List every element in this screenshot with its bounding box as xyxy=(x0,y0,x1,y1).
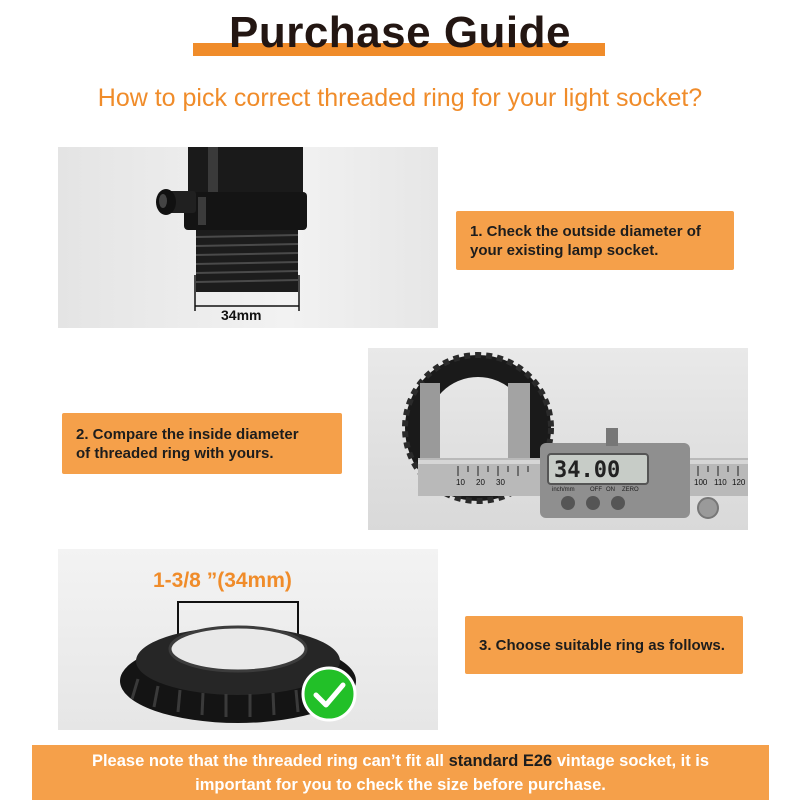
socket-dimension-label: 34mm xyxy=(221,307,262,323)
footer-line-2: important for you to check the size before purchase. xyxy=(195,776,606,794)
scale-100: 100 xyxy=(694,478,708,487)
footer-highlight: standard E26 xyxy=(448,752,553,770)
footer-text-after: vintage socket, it is xyxy=(552,752,710,770)
socket-illustration xyxy=(58,147,438,328)
scale-20: 20 xyxy=(476,478,485,487)
page-title: Purchase Guide xyxy=(228,8,571,57)
step-2-line-2: of threaded ring with yours. xyxy=(76,444,274,462)
caliper-illustration xyxy=(368,348,748,530)
footer-line-1 xyxy=(32,749,769,773)
page-subtitle: How to pick correct threaded ring for your light socket? xyxy=(97,84,703,112)
socket-photo xyxy=(58,147,438,328)
ring-size-label: 1-3/8 ”(34mm) xyxy=(153,569,292,592)
step-3-line-1: 3. Choose suitable ring as follows. xyxy=(479,636,725,654)
caliper-button-inch-mm: inch/mm xyxy=(552,487,575,493)
step-2-line-1: 2. Compare the inside diameter xyxy=(76,425,299,443)
scale-30: 30 xyxy=(496,478,505,487)
caliper-photo xyxy=(368,348,748,530)
ring-photo xyxy=(58,549,438,730)
footer-note xyxy=(32,745,769,800)
caliper-display-reading: 34.00 xyxy=(554,458,621,483)
step-1-line-2: your existing lamp socket. xyxy=(470,241,659,259)
check-circle-icon xyxy=(303,668,355,720)
step-1-callout xyxy=(456,211,734,270)
scale-110: 110 xyxy=(714,478,727,487)
caliper-button-zero: ZERO xyxy=(622,487,639,493)
step-1-line-1: 1. Check the outside diameter of xyxy=(470,222,701,240)
step-2-callout xyxy=(62,413,342,474)
step-3-callout xyxy=(465,616,743,674)
caliper-button-off: OFF xyxy=(590,487,602,493)
caliper-button-on: ON xyxy=(606,487,615,493)
footer-text-before: Please note that the threaded ring can’t fit all xyxy=(91,752,449,770)
scale-120: 120 xyxy=(732,478,746,487)
scale-10: 10 xyxy=(456,478,465,487)
